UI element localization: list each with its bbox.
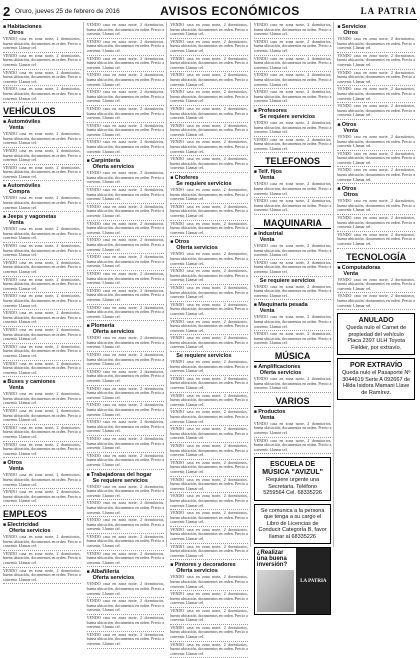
classified-ad: VENDO casa en zona norte, 2 dormitorios, buena ubicación, documentos en orden. Precio a convenir. Llamar cel. <box>170 626 248 642</box>
notice-ad <box>254 504 332 545</box>
classified-ad: VENDO casa en zona norte, 2 dormitorios, buena ubicación, documentos en orden. Precio a convenir. Llamar cel. <box>3 166 81 182</box>
ad-group <box>87 336 165 469</box>
classified-ad: VENDO casa en zona norte, 2 dormitorios, buena ubicación, documentos en orden. Precio a convenir. Llamar cel. <box>254 285 332 301</box>
classified-ad: VENDO casa en zona norte, 2 dormitorios, buena ubicación, documentos en orden. Precio a convenir. Llamar cel. <box>3 328 81 344</box>
classified-ad: VENDO casa en zona norte, 2 dormitorios, buena ubicación, documentos en orden. Precio a convenir. Llamar cel. <box>87 501 165 517</box>
classified-ad: VENDO casa en zona norte, 2 dormitorios, buena ubicación, documentos en orden. Precio a convenir. Llamar cel. <box>337 294 415 310</box>
category-heading: ■ Trabajadoras del hogar <box>87 472 165 478</box>
page-date: Oruro, jueves 25 de febrero de 2016 <box>15 7 120 15</box>
ad-group <box>170 575 248 658</box>
classified-ad: VENDO casa en zona norte, 2 dormitorios, buena ubicación, documentos en orden. Precio a convenir. Llamar cel. <box>3 87 81 103</box>
classified-ad: VENDO casa en zona norte, 2 dormitorios, buena ubicación, documentos en orden. Precio a convenir. Llamar cel. <box>170 90 248 106</box>
ad-group <box>3 196 81 212</box>
classified-ad: VENDO casa en zona norte, 2 dormitorios, buena ubicación, documentos en orden. Precio a convenir. Llamar cel. <box>170 252 248 268</box>
category-heading: ■ Buses y camiones <box>3 379 81 385</box>
classified-ad: VENDO casa en zona norte, 2 dormitorios, buena ubicación, documentos en orden. Precio a convenir. Llamar cel. <box>87 616 165 632</box>
classified-ad: VENDO casa en zona norte, 2 dormitorios, buena ubicación, documentos en orden. Precio a convenir. Llamar cel. <box>87 289 165 305</box>
classified-ad: VENDO casa en zona norte, 2 dormitorios, buena ubicación, documentos en orden. Precio a convenir. Llamar cel. <box>170 286 248 302</box>
classified-ad: VENDO casa en zona norte, 2 dormitorios, buena ubicación, documentos en orden. Precio a convenir. Llamar cel. <box>3 345 81 361</box>
music-school-text: Requiere urgente una Secretaria. Teléfono 5259564 Cel. 68335226 <box>263 477 322 497</box>
classified-ad: VENDO casa en zona norte, 2 dormitorios, buena ubicación, documentos en orden. Precio a convenir. Llamar cel. <box>337 278 415 294</box>
category-heading: ■ Pintores y decoradores <box>170 562 248 568</box>
subcategory-heading: Oferta servicios <box>259 369 302 376</box>
loss-notice <box>337 358 415 400</box>
classified-ad: VENDO casa en zona norte, 2 dormitorios, buena ubicación, documentos en orden. Precio a convenir. Llamar cel. <box>3 196 81 212</box>
classified-ad: VENDO casa en zona norte, 2 dormitorios, buena ubicación, documentos en orden. Precio a convenir. Llamar cel. <box>3 227 81 243</box>
classified-ad: VENDO casa en zona norte, 2 dormitorios, buena ubicación, documentos en orden. Precio a convenir. Llamar cel. <box>87 306 165 322</box>
notice-text: Se comunica a la persona que tenga a su cargo el Libro de Licencias de Conducir Categoría B, favor llamar al 68335226 <box>258 507 327 540</box>
loss-text: Queda nulo el Pasaporte Nº 3044619 Serie A 092667 de Hilda Isidora Mamani Llave de Ramírez. <box>341 370 411 396</box>
category-heading: ■ Maquinaria pesada <box>254 302 332 308</box>
category-heading: ■ Albañilería <box>87 569 165 575</box>
subcategory-heading: Venta <box>259 175 275 182</box>
classified-ad: VENDO casa en zona norte, 2 dormitorios, buena ubicación, documentos en orden. Precio a convenir. Llamar cel. <box>87 535 165 551</box>
category-heading: ■ Otros <box>337 122 415 128</box>
classified-ad: VENDO casa en zona norte, 2 dormitorios, buena ubicación, documentos en orden. Precio a convenir. Llamar cel. <box>170 528 248 544</box>
classified-ad: VENDO casa en zona norte, 2 dormitorios, buena ubicación, documentos en orden. Precio a convenir. Llamar cel. <box>254 422 332 438</box>
category-heading: ■ Jeeps y vagonetas <box>3 214 81 220</box>
classified-ad: VENDO casa en zona norte, 2 dormitorios, buena ubicación, documentos en orden. Precio a convenir. Llamar cel. <box>254 73 332 89</box>
section-heading: VARIOS <box>254 396 332 407</box>
classified-ad: VENDO casa en zona norte, 2 dormitorios, buena ubicación, documentos en orden. Precio a convenir. Llamar cel. <box>87 420 165 436</box>
classified-ad: VENDO casa en zona norte, 2 dormitorios, buena ubicación, documentos en orden. Precio a convenir. Llamar cel. <box>170 57 248 73</box>
ad-group <box>337 37 415 120</box>
classified-ad: VENDO casa en zona norte, 2 dormitorios, buena ubicación, documentos en orden. Precio a convenir. Llamar cel. <box>254 182 332 198</box>
classified-ad: VENDO casa en zona norte, 2 dormitorios, buena ubicación, documentos en orden. Precio a convenir. Llamar cel. <box>170 124 248 140</box>
ad-group <box>87 485 165 568</box>
classified-ad: VENDO casa en zona norte, 2 dormitorios, buena ubicación, documentos en orden. Precio a convenir. Llamar cel. <box>87 599 165 615</box>
section-heading: VEHÍCULOS <box>3 106 81 117</box>
classified-ad: VENDO casa en zona norte, 2 dormitorios, buena ubicación, documentos en orden. Precio a convenir. Llamar cel. <box>3 278 81 294</box>
classified-ad: VENDO casa en zona norte, 2 dormitorios, buena ubicación, documentos en orden. Precio a convenir. Llamar cel. <box>170 643 248 658</box>
classified-ad: VENDO casa en zona norte, 2 dormitorios, buena ubicación, documentos en orden. Precio a convenir. Llamar cel. <box>3 149 81 165</box>
classified-ad: VENDO casa en zona norte, 2 dormitorios, buena ubicación, documentos en orden. Precio a convenir. Llamar cel. <box>87 107 165 123</box>
classified-ad: VENDO casa en zona norte, 2 dormitorios, buena ubicación, documentos en orden. Precio a convenir. Llamar cel. <box>87 633 165 649</box>
ad-group <box>87 171 165 321</box>
classified-ad: VENDO casa en zona norte, 2 dormitorios, buena ubicación, documentos en orden. Precio a convenir. Llamar cel. <box>170 511 248 527</box>
category-heading: ■ Otros <box>170 239 248 245</box>
classified-ad: VENDO casa en zona norte, 2 dormitorios, buena ubicación, documentos en orden. Precio a convenir. Llamar cel. <box>87 238 165 254</box>
classified-ad: VENDO casa en zona norte, 2 dormitorios, buena ubicación, documentos en orden. Precio a convenir. Llamar cel. <box>170 107 248 123</box>
classified-ad: VENDO casa en zona norte, 2 dormitorios, buena ubicación, documentos en orden. Precio a convenir. Llamar cel. <box>170 157 248 173</box>
classified-ad: VENDO casa en zona norte, 2 dormitorios, buena ubicación, documentos en orden. Precio a convenir. Llamar cel. <box>170 73 248 89</box>
classified-ad: VENDO casa en zona norte, 2 dormitorios, buena ubicación, documentos en orden. Precio a convenir. Llamar cel. <box>170 269 248 285</box>
classified-ad: VENDO casa en zona norte, 2 dormitorios, buena ubicación, documentos en orden. Precio a convenir. Llamar cel. <box>3 37 81 53</box>
category-heading: ■ Industrial <box>254 231 332 237</box>
subcategory-heading: Otros <box>343 192 359 199</box>
classified-ad: VENDO casa en zona norte, 2 dormitorios, buena ubicación, documentos en orden. Precio a convenir. Llamar cel. <box>87 23 165 39</box>
classified-ad: VENDO casa en zona norte, 2 dormitorios, buena ubicación, documentos en orden. Precio a convenir. Llamar cel. <box>254 261 332 277</box>
section-heading: TELEFONOS <box>254 156 332 167</box>
classified-ad: VENDO casa en zona norte, 2 dormitorios, buena ubicación, documentos en orden. Precio a convenir. Llamar cel. <box>170 427 248 443</box>
classified-ad: VENDO casa en zona norte, 2 dormitorios, buena ubicación, documentos en orden. Precio a convenir. Llamar cel. <box>170 494 248 510</box>
classified-ad: VENDO casa en zona norte, 2 dormitorios, buena ubicación, documentos en orden. Precio a convenir. Llamar cel. <box>337 104 415 120</box>
classified-ad: VENDO casa en zona norte, 2 dormitorios, buena ubicación, documentos en orden. Precio a convenir. Llamar cel. <box>87 222 165 238</box>
subcategory-heading: Venta <box>343 270 359 277</box>
loss-title: POR EXTRAVÍO <box>349 362 403 370</box>
classified-ad: VENDO casa en zona norte, 2 dormitorios, buena ubicación, documentos en orden. Precio a convenir. Llamar cel. <box>87 353 165 369</box>
classified-ad: VENDO casa en zona norte, 2 dormitorios, buena ubicación, documentos en orden. Precio a convenir. Llamar cel. <box>87 485 165 501</box>
category-heading: ■ Habitaciones <box>3 24 81 30</box>
ad-group <box>3 37 81 103</box>
classified-ad: VENDO casa en zona norte, 2 dormitorios, buena ubicación, documentos en orden. Precio a convenir. Llamar cel. <box>3 392 81 408</box>
subcategory-heading: Venta <box>9 220 24 227</box>
classified-ad: VENDO casa en zona norte, 2 dormitorios, buena ubicación, documentos en orden. Precio a convenir. Llamar cel. <box>87 40 165 56</box>
classified-ad: VENDO casa en zona norte, 2 dormitorios, buena ubicación, documentos en orden. Precio a convenir. Llamar cel. <box>254 57 332 73</box>
category-heading: ■ Electricidad <box>3 522 81 528</box>
classified-ad: VENDO casa en zona norte, 2 dormitorios, buena ubicación, documentos en orden. Precio a convenir. Llamar cel. <box>170 336 248 352</box>
classified-ad: VENDO casa en zona norte, 2 dormitorios, buena ubicación, documentos en orden. Precio a convenir. Llamar cel. <box>254 244 332 260</box>
classified-ad: VENDO casa en zona norte, 2 dormitorios, buena ubicación, documentos en orden. Precio a convenir. Llamar cel. <box>254 315 332 331</box>
classified-ad: VENDO casa en zona norte, 2 dormitorios, buena ubicación, documentos en orden. Precio a convenir. Llamar cel. <box>87 73 165 89</box>
category-heading: ■ Otros <box>3 460 81 466</box>
subcategory-heading: Oferta servicios <box>92 164 135 171</box>
classified-ad: VENDO casa en zona norte, 2 dormitorios, buena ubicación, documentos en orden. Precio a convenir. Llamar cel. <box>254 138 332 154</box>
promo-content <box>255 548 297 614</box>
classified-ad: VENDO casa en zona norte, 2 dormitorios, buena ubicación, documentos en orden. Precio a convenir. Llamar cel. <box>87 171 165 187</box>
classified-ad: VENDO casa en zona norte, 2 dormitorios, buena ubicación, documentos en orden. Precio a convenir. Llamar cel. <box>337 168 415 184</box>
classified-ad: VENDO casa en zona norte, 2 dormitorios, buena ubicación, documentos en orden. Precio a convenir. Llamar cel. <box>87 124 165 140</box>
classified-ad: VENDO casa en zona norte, 2 dormitorios, buena ubicación, documentos en orden. Precio a convenir. Llamar cel. <box>254 439 332 455</box>
ad-group <box>170 188 248 237</box>
classified-ad: VENDO casa en zona norte, 2 dormitorios, buena ubicación, documentos en orden. Precio a convenir. Llamar cel. <box>170 303 248 319</box>
category-heading: ■ Choferes <box>170 175 248 181</box>
subcategory-heading: Venta <box>259 414 275 421</box>
subcategory-heading: Se requiere servicios <box>176 353 232 360</box>
ad-group <box>170 252 248 352</box>
classified-ad: VENDO casa en zona norte, 2 dormitorios, buena ubicación, documentos en orden. Precio a convenir. Llamar cel. <box>170 377 248 393</box>
classified-ad: VENDO casa en zona norte, 2 dormitorios, buena ubicación, documentos en orden. Precio a convenir. Llamar cel. <box>337 199 415 215</box>
ad-group <box>3 227 81 377</box>
classified-ad: VENDO casa en zona norte, 2 dormitorios, buena ubicación, documentos en orden. Precio a convenir. Llamar cel. <box>87 518 165 534</box>
column-5 <box>337 22 417 547</box>
classified-ad: VENDO casa en zona norte, 2 dormitorios, buena ubicación, documentos en orden. Precio a convenir. Llamar cel. <box>87 336 165 352</box>
subcategory-heading: Venta <box>9 385 24 392</box>
subcategory-heading: Se requiere servicios <box>259 113 316 120</box>
ad-group <box>337 135 415 184</box>
classified-ad: VENDO casa en zona norte, 2 dormitorios, buena ubicación, documentos en orden. Precio a convenir. Llamar cel. <box>254 90 332 106</box>
classified-ad: VENDO casa en zona norte, 2 dormitorios, buena ubicación, documentos en orden. Precio a convenir. Llamar cel. <box>170 545 248 561</box>
subcategory-heading: Venta <box>9 125 24 132</box>
subcategory-heading: Se requiere servicios <box>92 477 148 484</box>
category-heading: ■ Automóviles <box>3 183 81 189</box>
subcategory-heading: Oferta servicios <box>92 575 135 582</box>
category-heading: ■ Telf. fijos <box>254 169 332 175</box>
classified-ad: VENDO casa en zona norte, 2 dormitorios, buena ubicación, documentos en orden. Precio a convenir. Llamar cel. <box>87 90 165 106</box>
classified-ad: VENDO casa en zona norte, 2 dormitorios, buena ubicación, documentos en orden. Precio a convenir. Llamar cel. <box>3 311 81 327</box>
classified-ad: VENDO casa en zona norte, 2 dormitorios, buena ubicación, documentos en orden. Precio a convenir. Llamar cel. <box>87 188 165 204</box>
classified-ad: VENDO casa en zona norte, 2 dormitorios, buena ubicación, documentos en orden. Precio a convenir. Llamar cel. <box>254 199 332 215</box>
category-heading: ■ Computadoras <box>337 265 415 271</box>
classified-ad: VENDO casa en zona norte, 2 dormitorios, buena ubicación, documentos en orden. Precio a convenir. Llamar cel. <box>254 40 332 56</box>
ad-group <box>254 121 332 154</box>
classified-ad: VENDO casa en zona norte, 2 dormitorios, buena ubicación, documentos en orden. Precio a convenir. Llamar cel. <box>170 461 248 477</box>
classified-ad: VENDO casa en zona norte, 2 dormitorios, buena ubicación, documentos en orden. Precio a convenir. Llamar cel. <box>3 443 81 459</box>
category-heading: ■ Productos <box>254 409 332 415</box>
section-heading: EMPLEOS <box>3 509 81 520</box>
classified-ad: VENDO casa en zona norte, 2 dormitorios, buena ubicación, documentos en orden. Precio a convenir. Llamar cel. <box>87 437 165 453</box>
column-1 <box>3 22 84 582</box>
classified-ad: VENDO casa en zona norte, 2 dormitorios, buena ubicación, documentos en orden. Precio a convenir. Llamar cel. <box>337 233 415 249</box>
page-header <box>3 3 417 20</box>
classified-ad: VENDO casa en zona norte, 2 dormitorios, buena ubicación, documentos en orden. Precio a convenir. Llamar cel. <box>3 244 81 260</box>
classified-ad: VENDO casa en zona norte, 2 dormitorios, buena ubicación, documentos en orden. Precio a convenir. Llamar cel. <box>337 54 415 70</box>
classified-ad: VENDO casa en zona norte, 2 dormitorios, buena ubicación, documentos en orden. Precio a convenir. Llamar cel. <box>3 569 81 585</box>
subcategory-heading: Otros <box>343 30 359 36</box>
column-2 <box>86 22 168 646</box>
category-heading: ■ Carpintería <box>87 158 165 164</box>
classified-ad: VENDO casa en zona norte, 2 dormitorios, buena ubicación, documentos en orden. Precio a convenir. Llamar cel. <box>254 23 332 39</box>
classified-ad: VENDO casa en zona norte, 2 dormitorios, buena ubicación, documentos en orden. Precio a convenir. Llamar cel. <box>87 552 165 568</box>
ad-group <box>3 535 81 584</box>
classified-ad: VENDO casa en zona norte, 2 dormitorios, buena ubicación, documentos en orden. Precio a convenir. Llamar cel. <box>337 216 415 232</box>
section-title: AVISOS ECONÓMICOS <box>160 4 300 18</box>
column-3 <box>170 22 251 656</box>
subcategory-heading: Oferta servicios <box>92 329 135 336</box>
music-school-ad <box>254 457 332 501</box>
promo-headline: ¿Realizar una buena inversión? <box>256 550 288 569</box>
category-heading: ■ Profesores <box>254 108 332 114</box>
ad-group <box>3 392 81 458</box>
classified-ad: VENDO casa en zona norte, 2 dormitorios, buena ubicación, documentos en orden. Precio a convenir. Llamar cel. <box>170 188 248 204</box>
subcategory-heading: Se requiere servicios <box>176 181 232 188</box>
classified-ad: VENDO casa en zona norte, 2 dormitorios, buena ubicación, documentos en orden. Precio a convenir. Llamar cel. <box>170 394 248 410</box>
category-heading: ■ Otros <box>337 186 415 192</box>
classified-ad: VENDO casa en zona norte, 2 dormitorios, buena ubicación, documentos en orden. Precio a convenir. Llamar cel. <box>170 410 248 426</box>
ad-group <box>3 132 81 181</box>
section-heading: TECNOLOGÍA <box>337 252 415 263</box>
subcategory-heading: Se requiere servicios <box>259 277 316 284</box>
ad-group <box>254 315 332 348</box>
ad-group <box>254 377 332 393</box>
category-heading: ■ Automóviles <box>3 119 81 125</box>
classified-ad: VENDO casa en zona norte, 2 dormitorios, buena ubicación, documentos en orden. Precio a convenir. Llamar cel. <box>337 87 415 103</box>
classified-ad: VENDO casa en zona norte, 2 dormitorios, buena ubicación, documentos en orden. Precio a convenir. Llamar cel. <box>87 255 165 271</box>
subcategory-heading: Otros <box>9 30 24 36</box>
promo-banner <box>254 547 332 615</box>
ad-group <box>254 422 332 455</box>
ad-group <box>337 199 415 248</box>
classified-ad: VENDO casa en zona norte, 2 dormitorios, buena ubicación, documentos en orden. Precio a convenir. Llamar cel. <box>87 205 165 221</box>
classified-ad: VENDO casa en zona norte, 2 dormitorios, buena ubicación, documentos en orden. Precio a convenir. Llamar cel. <box>3 552 81 568</box>
classified-ad: VENDO casa en zona norte, 2 dormitorios, buena ubicación, documentos en orden. Precio a convenir. Llamar cel. <box>254 332 332 348</box>
newspaper-logo: LA PATRIA <box>360 6 417 16</box>
classified-ad: VENDO casa en zona norte, 2 dormitorios, buena ubicación, documentos en orden. Precio a convenir. Llamar cel. <box>3 490 81 506</box>
classified-ad: VENDO casa en zona norte, 2 dormitorios, buena ubicación, documentos en orden. Precio a convenir. Llamar cel. <box>3 132 81 148</box>
ad-group <box>254 182 332 215</box>
promo-logo: LA PATRIA <box>296 548 330 614</box>
classified-ad: VENDO casa en zona norte, 2 dormitorios, buena ubicación, documentos en orden. Precio a convenir. Llamar cel. <box>170 320 248 336</box>
category-heading: ■ Amplificaciones <box>254 364 332 370</box>
subcategory-heading: Oferta servicios <box>9 527 51 534</box>
ad-group <box>254 244 332 277</box>
ad-group <box>337 278 415 311</box>
classified-ad: VENDO casa en zona norte, 2 dormitorios, buena ubicación, documentos en orden. Precio a convenir. Llamar cel. <box>3 261 81 277</box>
subcategory-heading: Oferta servicios <box>176 245 218 252</box>
classified-ad: VENDO casa en zona norte, 2 dormitorios, buena ubicación, documentos en orden. Precio a convenir. Llamar cel. <box>3 71 81 87</box>
ad-group <box>254 285 332 301</box>
category-heading: ■ Plomería <box>87 323 165 329</box>
subcategory-heading: Venta <box>9 466 24 473</box>
ad-group <box>254 23 332 106</box>
ad-group <box>87 582 165 648</box>
annulment-title: ANULADO <box>358 317 394 325</box>
classified-ad: VENDO casa en zona norte, 2 dormitorios, buena ubicación, documentos en orden. Precio a convenir. Llamar cel. <box>87 57 165 73</box>
classified-ad: VENDO casa en zona norte, 2 dormitorios, buena ubicación, documentos en orden. Precio a convenir. Llamar cel. <box>170 222 248 238</box>
classified-ad: VENDO casa en zona norte, 2 dormitorios, buena ubicación, documentos en orden. Precio a convenir. Llamar cel. <box>170 205 248 221</box>
subcategory-heading: Venta <box>259 308 275 315</box>
classified-ad: VENDO casa en zona norte, 2 dormitorios, buena ubicación, documentos en orden. Precio a convenir. Llamar cel. <box>87 140 165 156</box>
promo-photo <box>257 570 295 612</box>
classified-ad: VENDO casa en zona norte, 2 dormitorios, buena ubicación, documentos en orden. Precio a convenir. Llamar cel. <box>3 409 81 425</box>
ad-group <box>170 360 248 560</box>
classified-ad: VENDO casa en zona norte, 2 dormitorios, buena ubicación, documentos en orden. Precio a convenir. Llamar cel. <box>3 54 81 70</box>
classified-ad: VENDO casa en zona norte, 2 dormitorios, buena ubicación, documentos en orden. Precio a convenir. Llamar cel. <box>337 152 415 168</box>
classified-ad: VENDO casa en zona norte, 2 dormitorios, buena ubicación, documentos en orden. Precio a convenir. Llamar cel. <box>254 377 332 393</box>
classified-ad: VENDO casa en zona norte, 2 dormitorios, buena ubicación, documentos en orden. Precio a convenir. Llamar cel. <box>337 37 415 53</box>
classified-ad: VENDO casa en zona norte, 2 dormitorios, buena ubicación, documentos en orden. Precio a convenir. Llamar cel. <box>87 370 165 386</box>
classified-ad: VENDO casa en zona norte, 2 dormitorios, buena ubicación, documentos en orden. Precio a convenir. Llamar cel. <box>3 426 81 442</box>
classified-ad: VENDO casa en zona norte, 2 dormitorios, buena ubicación, documentos en orden. Precio a convenir. Llamar cel. <box>170 140 248 156</box>
annulment-notice <box>337 313 415 355</box>
classified-ad: VENDO casa en zona norte, 2 dormitorios, buena ubicación, documentos en orden. Precio a convenir. Llamar cel. <box>170 360 248 376</box>
subcategory-heading: Compra <box>9 189 30 196</box>
annulment-text: Queda nulo el Carnet de propiedad del vehículo Placa 2397 ULH Toyota Fielder, por extravío. <box>346 325 407 351</box>
classified-ad: VENDO casa en zona norte, 2 dormitorios, buena ubicación, documentos en orden. Precio a convenir. Llamar cel. <box>170 444 248 460</box>
page-number: 2 <box>3 3 11 19</box>
classified-ad: VENDO casa en zona norte, 2 dormitorios, buena ubicación, documentos en orden. Precio a convenir. Llamar cel. <box>87 454 165 470</box>
ad-group <box>87 23 165 156</box>
classified-ad: VENDO casa en zona norte, 2 dormitorios, buena ubicación, documentos en orden. Precio a convenir. Llamar cel. <box>170 40 248 56</box>
classified-ad: VENDO casa en zona norte, 2 dormitorios, buena ubicación, documentos en orden. Precio a convenir. Llamar cel. <box>337 135 415 151</box>
classified-ad: VENDO casa en zona norte, 2 dormitorios, buena ubicación, documentos en orden. Precio a convenir. Llamar cel. <box>170 478 248 494</box>
subcategory-heading: Venta <box>259 237 275 244</box>
classified-ad: VENDO casa en zona norte, 2 dormitorios, buena ubicación, documentos en orden. Precio a convenir. Llamar cel. <box>87 387 165 403</box>
classified-ad: VENDO casa en zona norte, 2 dormitorios, buena ubicación, documentos en orden. Precio a convenir. Llamar cel. <box>3 362 81 378</box>
category-heading: ■ Servicios <box>337 24 415 30</box>
classified-ad: VENDO casa en zona norte, 2 dormitorios, buena ubicación, documentos en orden. Precio a convenir. Llamar cel. <box>170 575 248 591</box>
section-heading: MÚSICA <box>254 351 332 362</box>
column-4 <box>253 22 335 584</box>
classified-ad: VENDO casa en zona norte, 2 dormitorios, buena ubicación, documentos en orden. Precio a convenir. Llamar cel. <box>3 294 81 310</box>
subcategory-heading: Venta <box>343 127 359 134</box>
classified-ad: VENDO casa en zona norte, 2 dormitorios, buena ubicación, documentos en orden. Precio a convenir. Llamar cel. <box>170 592 248 608</box>
classified-ad: VENDO casa en zona norte, 2 dormitorios, buena ubicación, documentos en orden. Precio a convenir. Llamar cel. <box>337 71 415 87</box>
subcategory-heading: Oferta servicios <box>176 568 218 575</box>
section-heading: MAQUINARIA <box>254 218 332 229</box>
classified-ad: VENDO casa en zona norte, 2 dormitorios, buena ubicación, documentos en orden. Precio a convenir. Llamar cel. <box>87 582 165 598</box>
music-school-title: ESCUELA DE MÚSICA "AVIZUL" <box>262 461 323 477</box>
classified-ad: VENDO casa en zona norte, 2 dormitorios, buena ubicación, documentos en orden. Precio a convenir. Llamar cel. <box>87 403 165 419</box>
classified-ad: VENDO casa en zona norte, 2 dormitorios, buena ubicación, documentos en orden. Precio a convenir. Llamar cel. <box>3 473 81 489</box>
classified-ad: VENDO casa en zona norte, 2 dormitorios, buena ubicación, documentos en orden. Precio a convenir. Llamar cel. <box>254 121 332 137</box>
classified-ad: VENDO casa en zona norte, 2 dormitorios, buena ubicación, documentos en orden. Precio a convenir. Llamar cel. <box>87 272 165 288</box>
classified-ad: VENDO casa en zona norte, 2 dormitorios, buena ubicación, documentos en orden. Precio a convenir. Llamar cel. <box>3 535 81 551</box>
ad-group <box>3 473 81 506</box>
classified-ad: VENDO casa en zona norte, 2 dormitorios, buena ubicación, documentos en orden. Precio a convenir. Llamar cel. <box>170 609 248 625</box>
classified-ad: VENDO casa en zona norte, 2 dormitorios, buena ubicación, documentos en orden. Precio a convenir. Llamar cel. <box>170 23 248 39</box>
ad-group <box>170 23 248 173</box>
